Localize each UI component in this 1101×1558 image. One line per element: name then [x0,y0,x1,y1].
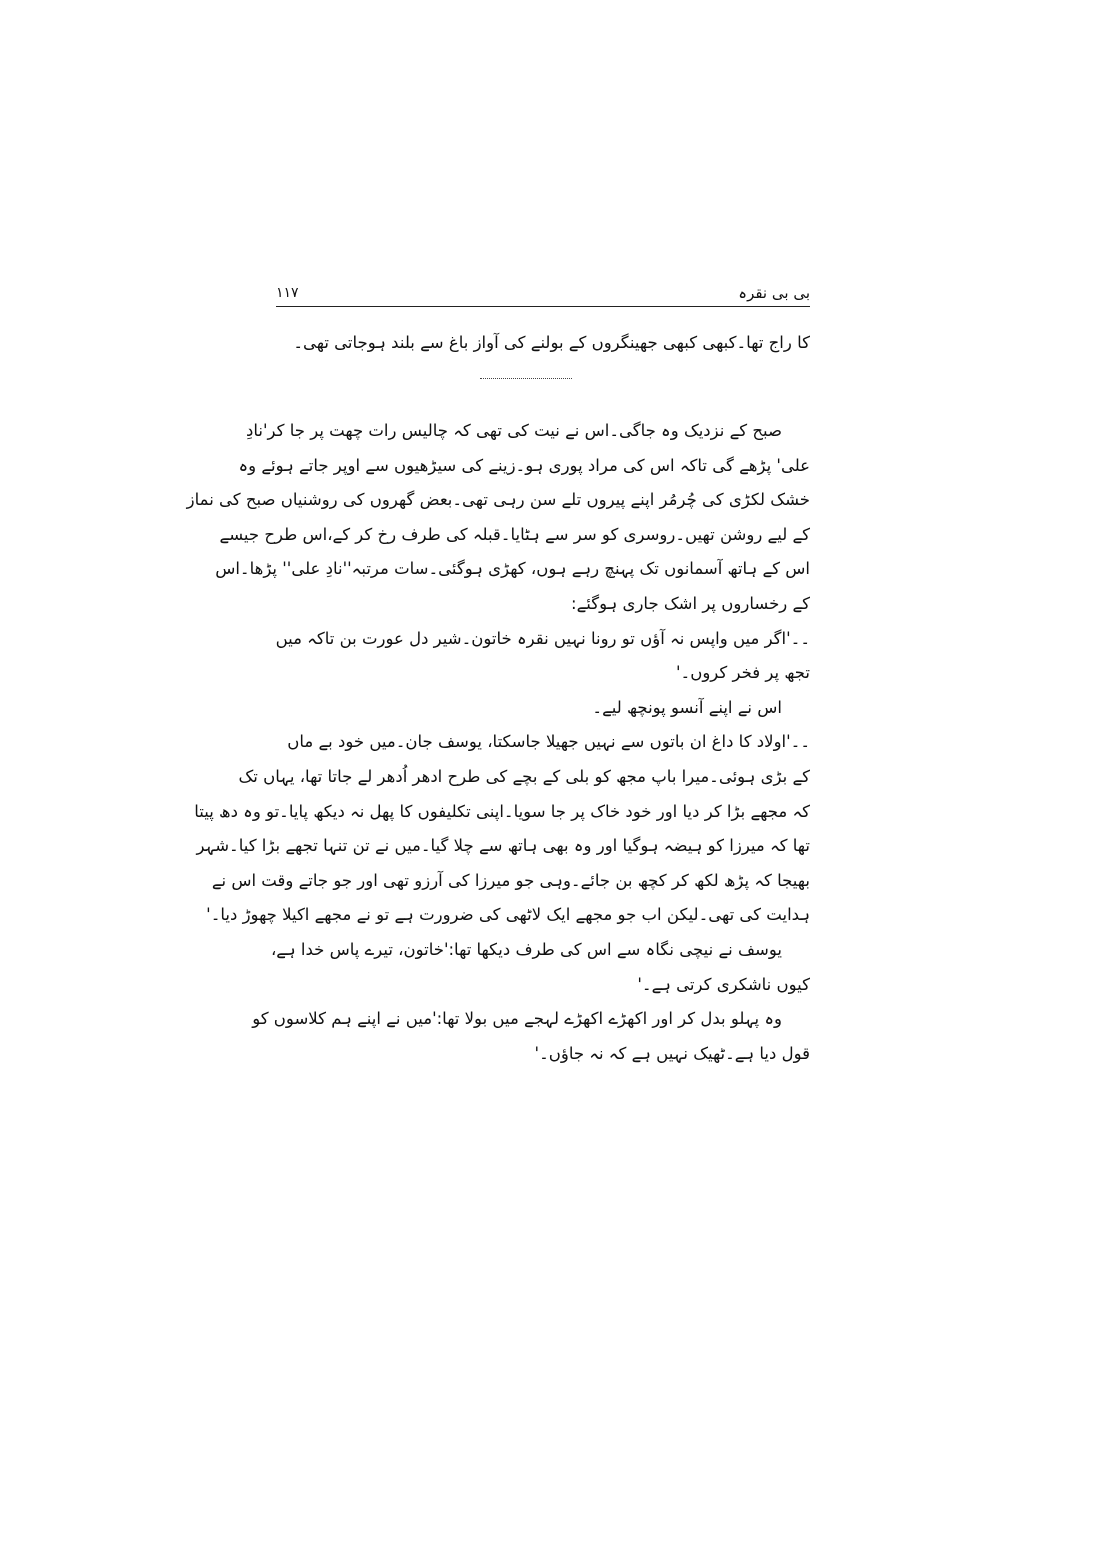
text-line: ۔۔'اولاد کا داغ ان باتوں سے نہیں جھیلا جاسکتا، یوسف جان۔میں خود بے ماں [287,732,810,752]
body-text [186,414,810,1071]
text-line: یوسف نے نیچی نگاہ سے اس کی طرف دیکھا تھا:'خاتون، تیرے پاس خدا ہے، [270,939,782,959]
text-line: کہ مجھے بڑا کر دیا اور خود خاک پر جا سویا۔اپنی تکلیفوں کا پھل نہ دیکھ پایا۔تو وہ دھ پیتا [194,801,810,821]
continuation-paragraph [276,326,810,361]
text-line: اس نے اپنے آنسو پونچھ لیے۔ [592,697,782,717]
text-line: وہ پہلو بدل کر اور اکھڑے اکھڑے لہجے میں بولا تھا:'میں نے اپنے ہم کلاسوں کو [252,1009,782,1029]
text-line: ہدایت کی تھی۔لیکن اب جو مجھے ایک لاٹھی کی ضرورت ہے تو نے مجھے اکیلا چھوڑ دیا۔' [206,905,810,925]
text-line: تھا کہ میرزا کو ہیضہ ہوگیا اور وہ بھی ہاتھ سے چلا گیا۔میں نے تن تنہا تجھے بڑا کیا۔شہر [196,836,810,856]
section-separator [480,378,572,379]
text-line: کا راج تھا۔کبھی کبھی جھینگروں کے بولنے کی آواز باغ سے بلند ہوجاتی تھی۔ [293,333,810,352]
text-line: خشک لکڑی کی چُرمُر اپنے پیروں تلے سن رہی تھی۔بعض گھروں کی روشنیاں صبح کی نماز [186,490,810,510]
text-line: کے بڑی ہوئی۔میرا باپ مجھ کو بلی کے بچے کی طرح ادھر اُدھر لے جاتا تھا، یہاں تک [238,766,810,786]
text-line: قول دیا ہے۔ٹھیک نہیں ہے کہ نہ جاؤں۔' [534,1043,810,1063]
text-line: ۔۔'اگر میں واپس نہ آؤں تو رونا نہیں نقرہ خاتون۔شیر دل عورت بن تاکہ میں [275,628,810,648]
text-line: تجھ پر فخر کروں۔' [676,663,810,683]
text-line: کے لیے روشن تھیں۔روسری کو سر سے ہٹایا۔قبلہ کی طرف رخ کر کے،اس طرح جیسے [219,524,810,544]
text-line: اس کے ہاتھ آسمانوں تک پہنچ رہے ہوں، کھڑی ہوگئی۔سات مرتبہ''نادِ علی'' پڑھا۔اس [215,559,810,579]
text-line: صبح کے نزدیک وہ جاگی۔اس نے نیت کی تھی کہ چالیس رات چھت پر جا کر'نادِ [246,421,782,440]
page-header [276,284,810,307]
text-line: کیوں ناشکری کرتی ہے۔' [637,974,810,994]
book-title: بی بی نقرہ [738,284,810,302]
text-line: علی' پڑھے گی تاکہ اس کی مراد پوری ہو۔زینے کی سیڑھیوں سے اوپر جاتے ہوئے وہ [238,455,810,475]
page-number: ۱۱۷ [276,285,299,301]
text-line: بھیجا کہ پڑھ لکھ کر کچھ بن جائے۔وہی جو میرزا کی آرزو تھی اور جو جاتے وقت اس نے [211,870,810,890]
text-line: کے رخساروں پر اشک جاری ہوگئے: [571,593,810,613]
